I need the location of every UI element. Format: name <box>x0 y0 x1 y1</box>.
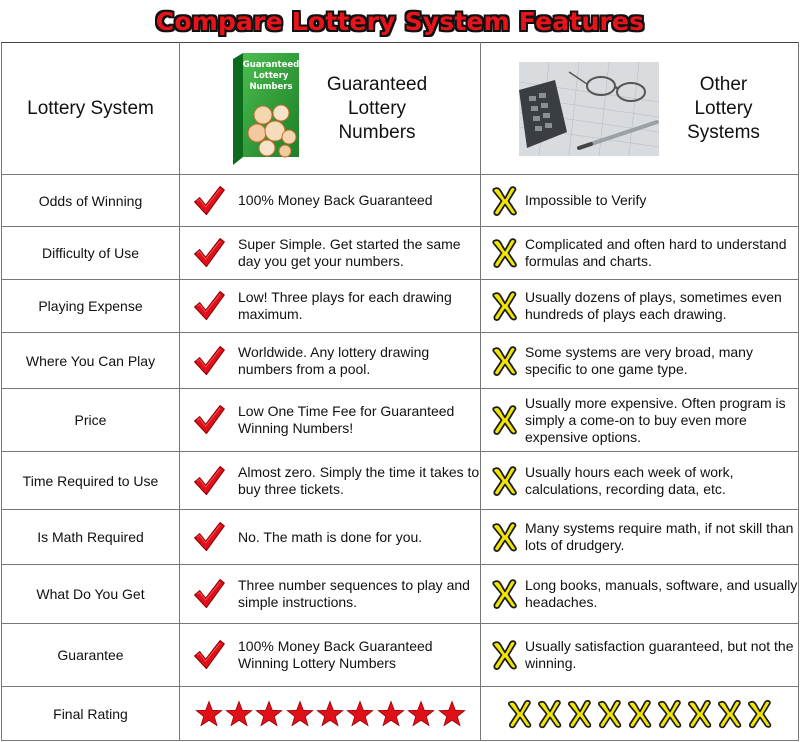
table-header-row <box>2 43 799 175</box>
yellow-x-icon <box>491 185 519 217</box>
table-row <box>2 510 799 565</box>
row-other-value: Usually hours each week of work, calculations, recording data, etc. <box>525 463 734 497</box>
product-box-image <box>233 53 299 165</box>
table-row <box>2 280 799 333</box>
table-row <box>2 624 799 687</box>
calculator-glasses-image <box>519 62 659 156</box>
red-star-icon <box>377 700 405 728</box>
row-guaranteed-value: Worldwide. Any lottery drawing numbers from a pool. <box>238 343 430 377</box>
final-rating-label: Final Rating <box>2 687 180 741</box>
row-guaranteed-value: Low One Time Fee for Guaranteed Winning Numbers! <box>238 403 455 436</box>
row-feature: Is Math Required <box>2 510 180 565</box>
red-checkmark-icon <box>192 183 226 219</box>
row-feature: Time Required to Use <box>2 452 180 510</box>
red-checkmark-icon <box>192 288 226 324</box>
row-feature: Difficulty of Use <box>2 227 180 280</box>
row-guaranteed-value: Almost zero. Simply the time it takes to buy three tickets. <box>238 463 480 497</box>
header-other-line-3: Systems <box>687 121 760 143</box>
final-rating-row <box>2 687 799 741</box>
row-feature: Guarantee <box>2 624 180 687</box>
row-feature: What Do You Get <box>2 565 180 624</box>
yellow-x-icon <box>746 699 774 729</box>
header-other-name <box>687 73 760 145</box>
table-row <box>2 565 799 624</box>
row-other-value: Some systems are very broad, many specific to one game type. <box>525 343 753 377</box>
header-guaranteed-name <box>327 73 427 145</box>
yellow-x-icon <box>506 699 534 729</box>
guaranteed-rating-stars <box>180 687 480 740</box>
row-feature: Price <box>2 389 180 452</box>
yellow-x-icon <box>491 465 519 497</box>
red-checkmark-icon <box>192 235 226 271</box>
table-row <box>2 452 799 510</box>
row-other-value: Many systems require math, if not skill than lots of drudgery. <box>525 520 794 553</box>
yellow-x-icon <box>566 699 594 729</box>
row-guaranteed-value: 100% Money Back Guaranteed <box>238 192 433 208</box>
header-other-cell <box>481 43 799 175</box>
table-row <box>2 389 799 452</box>
red-checkmark-icon <box>192 343 226 379</box>
title-bar <box>0 0 800 42</box>
red-star-icon <box>438 700 466 728</box>
row-other-value: Complicated and often hard to understand formulas and charts. <box>525 236 787 269</box>
header-other-line-2: Lottery <box>694 97 753 119</box>
red-star-icon <box>195 700 223 728</box>
page-title: Compare Lottery System Features <box>155 6 645 36</box>
product-box-label-3: Numbers <box>249 81 293 92</box>
comparison-table <box>1 42 799 741</box>
product-box-label-2: Lottery <box>253 70 289 81</box>
header-lottery-system-cell <box>2 43 180 175</box>
header-guaranteed-line-3: Numbers <box>338 121 416 143</box>
red-checkmark-icon <box>192 637 226 673</box>
red-star-icon <box>346 700 374 728</box>
row-other-value: Usually more expensive. Often program is simply a come-on to buy even more expensive options. <box>525 394 786 445</box>
header-other-line-1: Other <box>699 73 748 95</box>
yellow-x-icon <box>596 699 624 729</box>
row-guaranteed-value: Super Simple. Get started the same day you get your numbers. <box>238 236 461 269</box>
row-guaranteed-value: Low! Three plays for each drawing maximum. <box>238 289 452 322</box>
red-star-icon <box>316 700 344 728</box>
row-other-value: Long books, manuals, software, and usually headaches. <box>525 577 798 610</box>
row-feature: Odds of Winning <box>2 175 180 227</box>
red-star-icon <box>225 700 253 728</box>
yellow-x-icon <box>716 699 744 729</box>
header-lottery-system: Lottery System <box>27 97 154 119</box>
red-checkmark-icon <box>192 576 226 612</box>
header-guaranteed-cell <box>180 43 481 175</box>
yellow-x-icon <box>656 699 684 729</box>
row-other-value: Usually dozens of plays, sometimes even hundreds of plays each drawing. <box>525 289 782 322</box>
yellow-x-icon <box>491 404 519 436</box>
row-other-value: Usually satisfaction guaranteed, but not the winning. <box>525 638 794 671</box>
yellow-x-icon <box>491 345 519 377</box>
row-guaranteed-value: No. The math is done for you. <box>238 528 423 545</box>
yellow-x-icon <box>491 639 519 671</box>
yellow-x-icon <box>686 699 714 729</box>
guaranteed-rating-cell <box>180 687 481 741</box>
yellow-x-icon <box>491 521 519 553</box>
yellow-x-icon <box>626 699 654 729</box>
red-star-icon <box>286 700 314 728</box>
row-feature: Where You Can Play <box>2 333 180 389</box>
red-star-icon <box>255 700 283 728</box>
yellow-x-icon <box>491 237 519 269</box>
other-rating-cell <box>481 687 799 741</box>
red-checkmark-icon <box>192 463 226 499</box>
table-row <box>2 333 799 389</box>
table-row <box>2 227 799 280</box>
header-guaranteed-line-1: Guaranteed <box>326 73 428 95</box>
row-feature: Playing Expense <box>2 280 180 333</box>
red-checkmark-icon <box>192 519 226 555</box>
red-star-icon <box>407 700 435 728</box>
table-row <box>2 175 799 227</box>
red-checkmark-icon <box>192 402 226 438</box>
row-guaranteed-value: 100% Money Back Guaranteed Winning Lottery Numbers <box>238 638 433 671</box>
product-box-label-1: Guaranteed <box>242 59 299 70</box>
yellow-x-icon <box>536 699 564 729</box>
yellow-x-icon <box>491 578 519 610</box>
header-guaranteed-line-2: Lottery <box>347 97 407 119</box>
other-rating-x-marks <box>481 687 798 740</box>
yellow-x-icon <box>491 290 519 322</box>
row-other-value: Impossible to Verify <box>525 192 647 208</box>
row-guaranteed-value: Three number sequences to play and simple instructions. <box>238 577 470 610</box>
